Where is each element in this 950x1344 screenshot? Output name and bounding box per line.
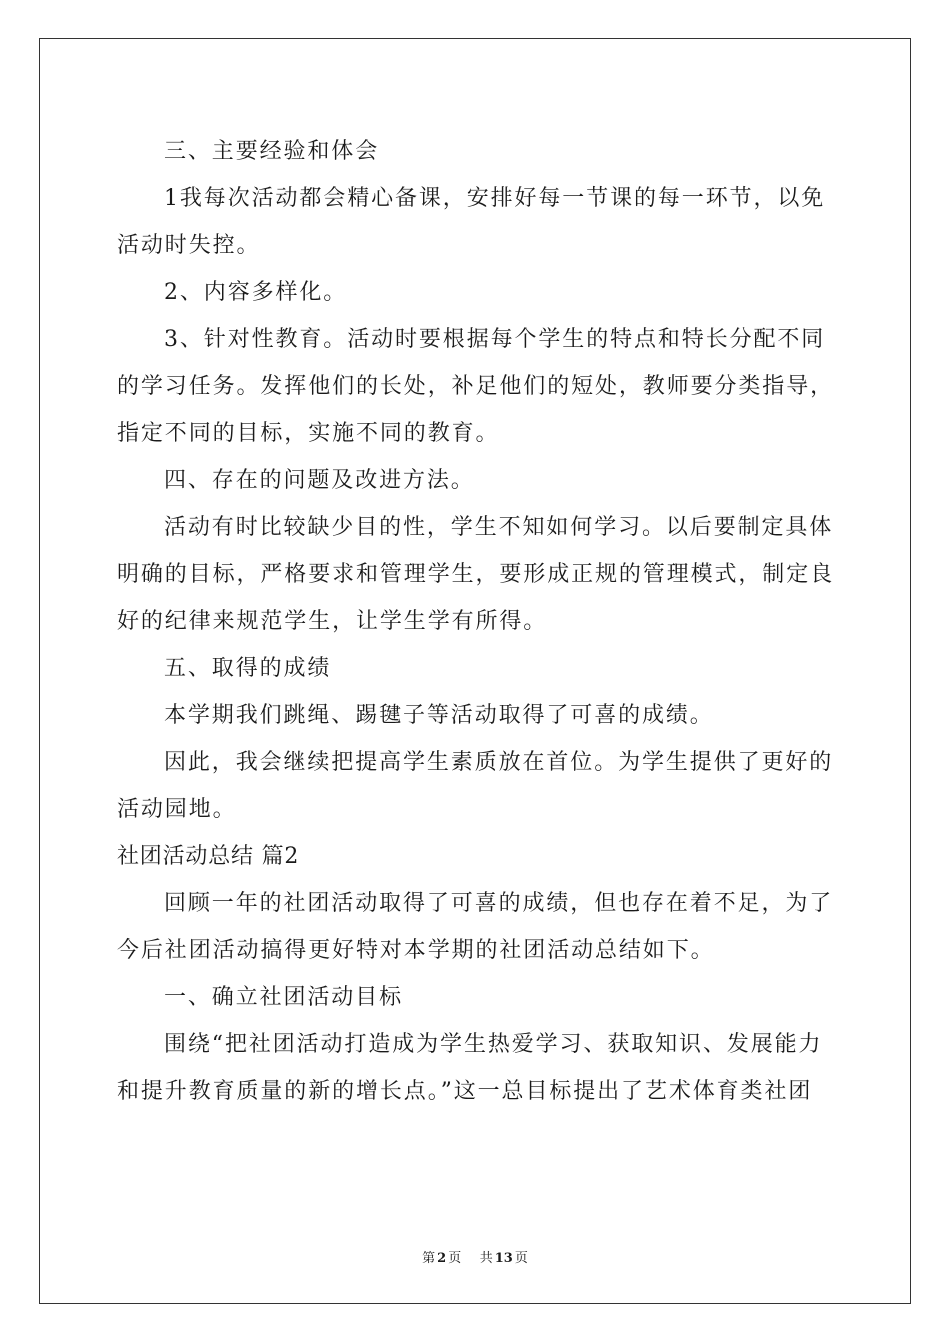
section-heading-results: 五、取得的成绩 [164, 656, 332, 681]
section-heading-problems: 四、存在的问题及改进方法。 [164, 468, 475, 493]
page-footer [0, 1247, 950, 1266]
paragraph: 3、针对性教育。活动时要根据每个学生的特点和特长分配不同的学习任务。发挥他们的长处，补足他们的短处，教师要分类指导，指定不同的目标，实施不同的教育。 [117, 327, 835, 446]
paragraph: 回顾一年的社团活动取得了可喜的成绩，但也存在着不足，为了今后社团活动搞得更好特对本学期的社团活动总结如下。 [117, 891, 834, 963]
section-heading-goals: 一、确立社团活动目标 [164, 985, 404, 1010]
document-body [117, 128, 835, 1115]
footer-page-number: 2 [437, 1251, 447, 1266]
footer-total-suffix: 页 [514, 1251, 528, 1266]
paragraph: 本学期我们跳绳、踢毽子等活动取得了可喜的成绩。 [164, 703, 714, 728]
section-heading-experience: 三、主要经验和体会 [164, 139, 380, 164]
paragraph: 活动有时比较缺少目的性，学生不知如何学习。以后要制定具体明确的目标，严格要求和管理学生，要形成正规的管理模式，制定良好的纪律来规范学生，让学生学有所得。 [117, 515, 835, 634]
paragraph: 因此，我会继续把提高学生素质放在首位。为学生提供了更好的活动园地。 [117, 750, 834, 822]
paragraph: 围绕“把社团活动打造成为学生热爱学习、获取知识、发展能力和提升教育质量的新的增长点。”这一总目标提出了艺术体育类社团 [117, 1032, 823, 1104]
article-title: 社团活动总结 篇2 [117, 844, 300, 869]
footer-total-pages: 13 [494, 1251, 513, 1266]
paragraph: 2、内容多样化。 [164, 280, 348, 305]
paragraph: 1我每次活动都会精心备课，安排好每一节课的每一环节，以免活动时失控。 [117, 186, 826, 258]
footer-prefix: 第 [422, 1251, 436, 1266]
footer-page-suffix: 页 [448, 1251, 462, 1266]
footer-total-prefix: 共 [479, 1251, 493, 1266]
